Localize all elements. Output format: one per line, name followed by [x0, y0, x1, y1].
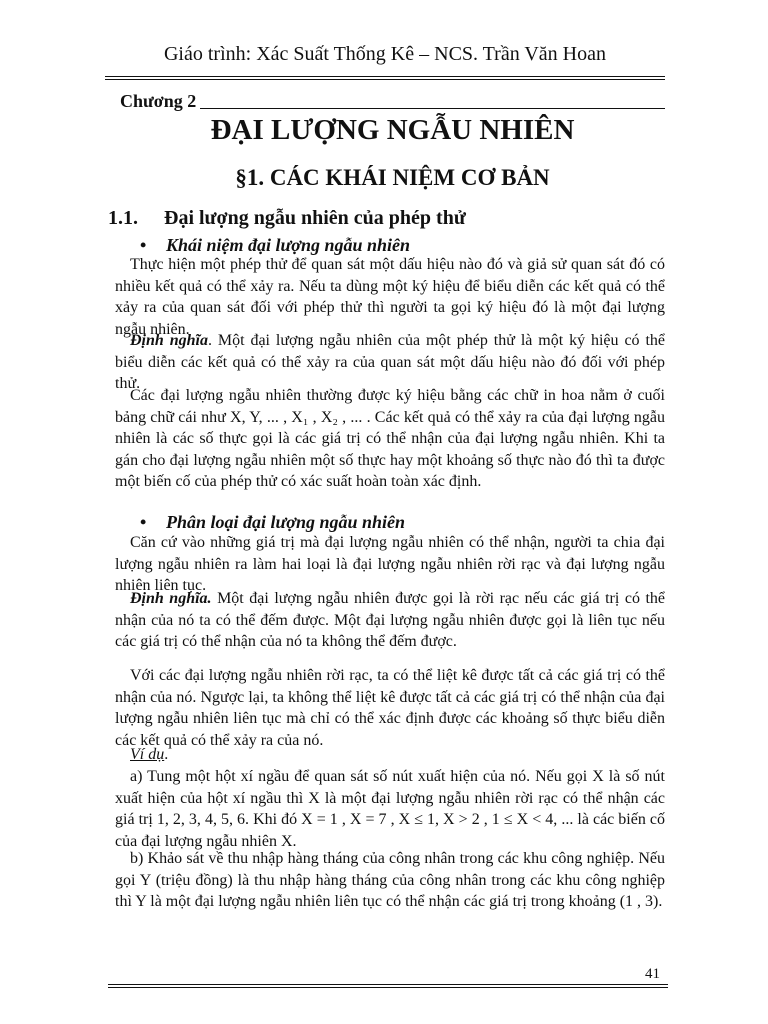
subsection-heading — [108, 204, 668, 232]
paragraph-notation: Các đại lượng ngẫu nhiên thường được ký hiệu bằng các chữ in hoa nằm ở cuối bảng chữ cái như X, Y, ... , X₁ , X₂ , ... . Các kết quả có thể xảy ra của đại lượng ngẫu nhiên là các số thực gọi là các giá trị có thể nhận của đại lượng ngẫu nhiên. Khi ta gán cho đại lượng ngẫu nhiên một số thực hay một khoảng số thực nào đó thì ta được một biến cố của phép thử có xác suất hoàn toàn xác định. — [115, 387, 665, 490]
section-title: §1. CÁC KHÁI NIỆM CƠ BẢN — [235, 165, 550, 190]
paragraph-example-label: Ví dụ. — [130, 746, 169, 763]
example-label: Ví dụ — [130, 746, 165, 763]
paragraph-definition-1: Định nghĩa. Một đại lượng ngẫu nhiên của một phép thử là một ký hiệu có thể biểu diễn các kết quả có thể xảy ra của quan sát một dấu hiệu nào đó đối với phép thử. — [115, 332, 665, 392]
bullet-icon: • — [140, 235, 147, 255]
bullet-heading-text: Khái niệm đại lượng ngẫu nhiên — [166, 235, 411, 255]
paragraph-example-a: a) Tung một hột xí ngầu để quan sát số nút xuất hiện của nó. Nếu gọi X là số nút xuất hiện của hột xí ngầu thì X là một đại lượng ngẫu nhiên rời rạc có thể nhận các giá trị 1, 2, 3, 4, 5, 6. Khi đó X = 1 , X = 7 , X ≤ 1, X > 2 , 1 ≤ X < 4, ... là các biến cố của đại lượng ngẫu nhiên X. — [115, 768, 665, 850]
paragraph-discrete-continuous: Với các đại lượng ngẫu nhiên rời rạc, ta có thể liệt kê được tất cả các giá trị có thể nhận của nó. Ngược lại, ta không thể liệt kê được tất cả các giá trị có thể nhận của đại lượng ngẫu nhiên liên tục mà chỉ có thể xác định được các khoảng số thực biểu diễn các kết quả có thể xảy ra của nó. — [115, 667, 665, 749]
subsection-number: 1.1. — [108, 207, 138, 229]
running-header: Giáo trình: Xác Suất Thống Kê – NCS. Trần Văn Hoan — [105, 40, 665, 80]
definition-label: Định nghĩa — [130, 332, 208, 349]
paragraph-classification: Căn cứ vào những giá trị mà đại lượng ngẫu nhiên có thể nhận, người ta chia đại lượng ngẫu nhiên ra làm hai loại là đại lượng ngẫu nhiên rời rạc và đại lượng ngẫu nhiên liên tục. — [115, 534, 665, 594]
bullet-icon: • — [140, 512, 147, 532]
page-number: 41 — [645, 966, 660, 982]
definition-label: Định nghĩa. — [130, 590, 212, 607]
chapter-label: Chương 2 — [120, 91, 200, 111]
subsection-title: Đại lượng ngẫu nhiên của phép thử — [164, 207, 466, 229]
bullet-heading-text: Phân loại đại lượng ngẫu nhiên — [166, 512, 406, 532]
footer-rule — [108, 984, 668, 988]
paragraph-definition-2: Định nghĩa. Một đại lượng ngẫu nhiên được gọi là rời rạc nếu các giá trị có thể nhận của nó ta có thể đếm được. Một đại lượng ngẫu nhiên được gọi là liên tục nếu các giá trị có thể nhận của nó ta không thể đếm được. — [115, 590, 665, 650]
paragraph-example-b: b) Khảo sát về thu nhập hàng tháng của công nhân trong các khu công nghiệp. Nếu gọi Y (triệu đồng) là thu nhập hàng tháng của công nhân trong các khu công nghiệp thì Y là một đại lượng ngẫu nhiên liên tục có thể nhận các giá trị trong khoảng (1 , 3). — [115, 850, 665, 910]
chapter-title: ĐẠI LƯỢNG NGẪU NHIÊN — [210, 114, 575, 146]
chapter-label-line — [120, 88, 665, 109]
bullet-heading-classification — [140, 510, 660, 534]
paragraph-intro: Thực hiện một phép thử để quan sát một dấu hiệu nào đó và giả sử quan sát đó có nhiều kết quả có thể xảy ra. Nếu ta dùng một ký hiệu để biểu diễn các kết quả có thể xảy ra của quan sát đối với phép thử thì người ta gọi ký hiệu đó là một đại lượng ngẫu nhiên. — [115, 256, 665, 338]
